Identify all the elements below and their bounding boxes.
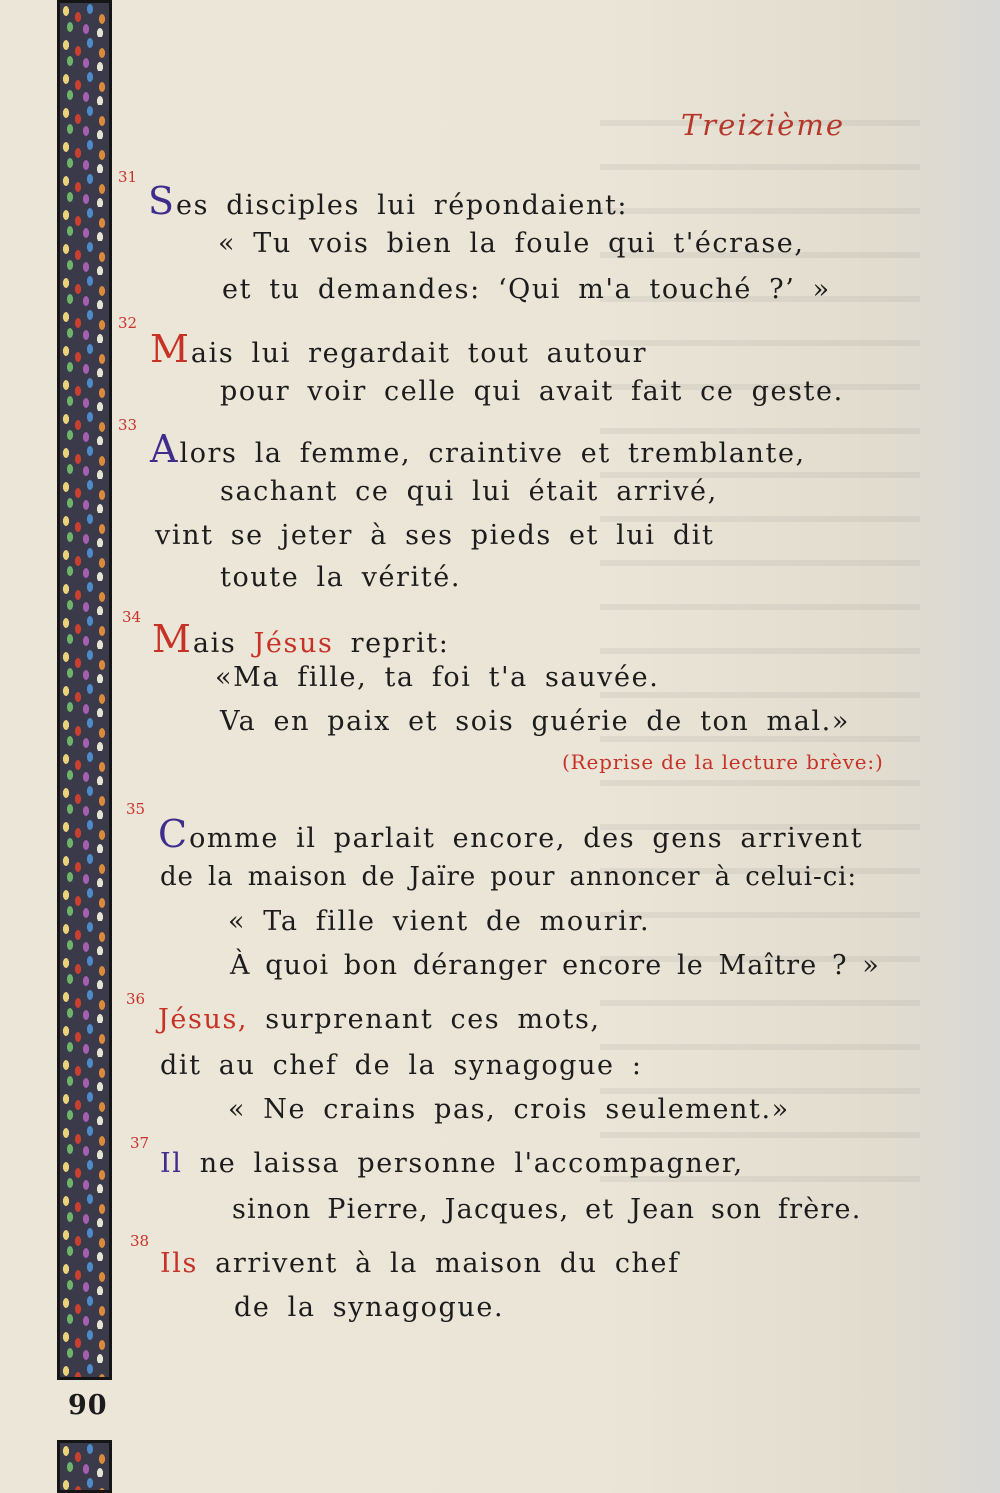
verse-line: « Tu vois bien la foule qui t'écrase, bbox=[218, 228, 805, 259]
verse-number: 31 bbox=[118, 168, 138, 186]
verse-line: pour voir celle qui avait fait ce geste. bbox=[220, 376, 844, 407]
verse-number: 34 bbox=[122, 608, 142, 626]
verse-line: sachant ce qui lui était arrivé, bbox=[220, 476, 718, 507]
verse-number: 38 bbox=[130, 1232, 150, 1250]
verse-number: 33 bbox=[118, 416, 138, 434]
drop-initial: Ils bbox=[160, 1248, 198, 1279]
verse-line: toute la vérité. bbox=[220, 562, 462, 593]
verse-text: lors la femme, craintive et tremblante, bbox=[179, 438, 806, 469]
verse-line: « Ne crains pas, crois seulement.» bbox=[228, 1094, 790, 1125]
verse-line: «Ma fille, ta foi t'a sauvée. bbox=[215, 662, 660, 693]
verse-line bbox=[150, 327, 648, 371]
verse-line: dit au chef de la synagogue : bbox=[160, 1050, 643, 1081]
verse-text: omme il parlait encore, des gens arrivent bbox=[189, 823, 864, 854]
verse-line: de la maison de Jaïre pour annoncer à celui-ci: bbox=[160, 862, 858, 892]
drop-initial: Jésus, bbox=[158, 1004, 249, 1035]
name-jesus: Jésus bbox=[253, 628, 334, 659]
verse-line bbox=[158, 1004, 601, 1035]
drop-initial: S bbox=[148, 179, 175, 223]
verse-line: « Ta fille vient de mourir. bbox=[228, 906, 651, 937]
verse-text: ne laissa personne l'accompagner, bbox=[199, 1148, 744, 1179]
rubric-note: (Reprise de la lecture brève:) bbox=[562, 750, 884, 774]
verse-line bbox=[160, 1248, 680, 1279]
verse-line: et tu demandes: ‘Qui m'a touché ?’ » bbox=[222, 274, 831, 305]
verse-line bbox=[148, 179, 629, 223]
drop-initial: A bbox=[150, 427, 178, 471]
page-number: 90 bbox=[68, 1390, 108, 1421]
verse-number: 37 bbox=[130, 1134, 150, 1152]
drop-initial: C bbox=[158, 812, 188, 856]
verse-text: es disciples lui répondaient: bbox=[176, 190, 629, 221]
verse-number: 36 bbox=[126, 990, 146, 1008]
verse-number: 32 bbox=[118, 314, 138, 332]
verse-line: de la synagogue. bbox=[234, 1292, 505, 1323]
running-head: Treizième bbox=[680, 108, 845, 142]
drop-initial: M bbox=[150, 327, 189, 371]
verse-text: surprenant ces mots, bbox=[265, 1004, 601, 1035]
verse-number: 35 bbox=[126, 800, 146, 818]
verse-line bbox=[152, 617, 450, 661]
verse-text: ais lui regardait tout autour bbox=[190, 338, 648, 369]
verse-text: reprit: bbox=[350, 628, 450, 659]
drop-initial: Il bbox=[160, 1148, 183, 1179]
illuminated-border bbox=[57, 0, 112, 1380]
verse-line: sinon Pierre, Jacques, et Jean son frère. bbox=[232, 1194, 862, 1225]
verse-line bbox=[150, 427, 806, 471]
verse-line bbox=[158, 812, 864, 856]
verse-line bbox=[160, 1148, 744, 1179]
illuminated-border-bottom bbox=[57, 1440, 112, 1493]
drop-initial: M bbox=[152, 617, 191, 661]
verse-line: Va en paix et sois guérie de ton mal.» bbox=[220, 706, 850, 737]
verse-line: À quoi bon déranger encore le Maître ? » bbox=[230, 950, 880, 981]
verse-text: ais bbox=[192, 628, 237, 659]
verse-line: vint se jeter à ses pieds et lui dit bbox=[155, 520, 715, 551]
verse-text: arrivent à la maison du chef bbox=[215, 1248, 680, 1279]
